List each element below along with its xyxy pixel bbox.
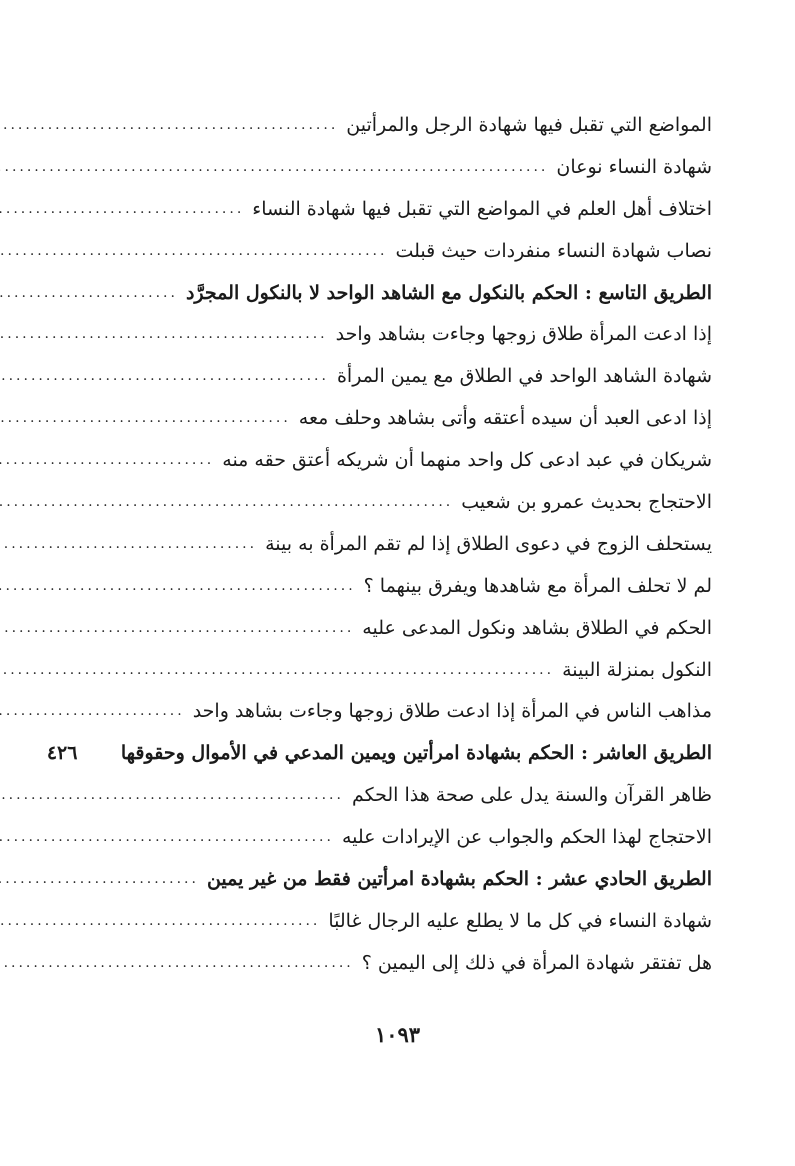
toc-entry-title: يستحلف الزوج في دعوى الطلاق إذا لم تقم المرأة به بينة xyxy=(265,532,712,555)
dot-leader xyxy=(0,159,548,175)
toc-entry-page: ٤٢٦ xyxy=(46,742,78,765)
dot-leader xyxy=(0,201,244,217)
toc-entry-title: نصاب شهادة النساء منفردات حيث قبلت xyxy=(395,239,712,262)
toc-chapter-entry xyxy=(100,858,712,900)
toc-entry xyxy=(100,942,712,984)
page-number: ١٠٩٣ xyxy=(374,1022,421,1047)
toc-entry xyxy=(100,607,712,649)
toc-chapter-entry xyxy=(100,272,712,314)
toc-entry xyxy=(100,104,712,146)
dot-leader xyxy=(0,410,291,426)
toc-entry xyxy=(100,690,712,732)
dot-leader xyxy=(0,871,199,887)
dot-leader xyxy=(0,243,387,259)
toc-entry-title: شهادة النساء في كل ما لا يطلع عليه الرجال غالبًا xyxy=(328,909,712,932)
toc-entry xyxy=(100,230,712,272)
toc-entry-title: الحكم في الطلاق بشاهد ونكول المدعى عليه xyxy=(362,616,712,639)
toc-entry xyxy=(100,188,712,230)
dot-leader xyxy=(0,787,344,803)
toc-entry xyxy=(100,397,712,439)
dot-leader xyxy=(0,452,214,468)
toc-entry-title: الاحتجاج بحديث عمرو بن شعيب xyxy=(461,490,712,513)
dot-leader xyxy=(0,285,178,301)
toc-entry xyxy=(100,439,712,481)
dot-leader xyxy=(0,117,338,133)
dot-leader xyxy=(0,829,334,845)
toc-entry-title: المواضع التي تقبل فيها شهادة الرجل والمرأتين xyxy=(346,113,712,136)
toc-entry xyxy=(100,146,712,188)
toc-entry-title: مذاهب الناس في المرأة إذا ادعت طلاق زوجها وجاءت بشاهد واحد xyxy=(192,700,712,723)
toc-entry-title: هل تفتقر شهادة المرأة في ذلك إلى اليمين ؟ xyxy=(361,951,712,974)
dot-leader xyxy=(0,662,554,678)
toc-entry-title: لم لا تحلف المرأة مع شاهدها ويفرق بينهما ؟ xyxy=(363,574,712,597)
toc-entry-title: الاحتجاج لهذا الحكم والجواب عن الإيرادات عليه xyxy=(341,826,712,849)
toc-entry-title: الطريق العاشر : الحكم بشهادة امرأتين ويمين المدعي في الأموال وحقوقها xyxy=(120,742,712,765)
toc-entry xyxy=(100,355,712,397)
toc-entry xyxy=(100,313,712,355)
dot-leader xyxy=(0,536,257,552)
dot-leader xyxy=(0,955,354,971)
table-of-contents xyxy=(46,104,712,984)
dot-leader xyxy=(0,578,356,594)
toc-entry-title: شهادة النساء نوعان xyxy=(556,155,712,178)
toc-entry-title: ظاهر القرآن والسنة يدل على صحة هذا الحكم xyxy=(351,784,712,807)
toc-entry-title: شريكان في عبد ادعى كل واحد منهما أن شريكه أعتق حقه منه xyxy=(222,449,712,472)
toc-entry-title: الطريق التاسع : الحكم بالنكول مع الشاهد الواحد لا بالنكول المجرَّد xyxy=(185,281,712,304)
toc-entry xyxy=(100,774,712,816)
dot-leader xyxy=(0,620,354,636)
toc-entry xyxy=(100,481,712,523)
dot-leader xyxy=(0,326,328,342)
toc-entry-title: شهادة الشاهد الواحد في الطلاق مع يمين المرأة xyxy=(336,365,712,388)
toc-entry-title: النكول بمنزلة البينة xyxy=(562,658,712,681)
toc-entry-title: الطريق الحادي عشر : الحكم بشهادة امرأتين فقط من غير يمين xyxy=(206,867,712,890)
dot-leader xyxy=(0,703,185,719)
toc-chapter-entry xyxy=(46,732,712,774)
toc-entry xyxy=(100,523,712,565)
toc-entry-title: إذا ادعى العبد أن سيده أعتقه وأتى بشاهد وحلف معه xyxy=(298,407,712,430)
toc-entry xyxy=(100,900,712,942)
dot-leader xyxy=(0,368,329,384)
toc-entry-title: إذا ادعت المرأة طلاق زوجها وجاءت بشاهد واحد xyxy=(335,323,712,346)
toc-entry xyxy=(100,649,712,691)
toc-entry xyxy=(100,816,712,858)
dot-leader xyxy=(0,494,453,510)
toc-entry xyxy=(100,565,712,607)
dot-leader xyxy=(0,913,320,929)
toc-entry-title: اختلاف أهل العلم في المواضع التي تقبل فيها شهادة النساء xyxy=(252,197,712,220)
